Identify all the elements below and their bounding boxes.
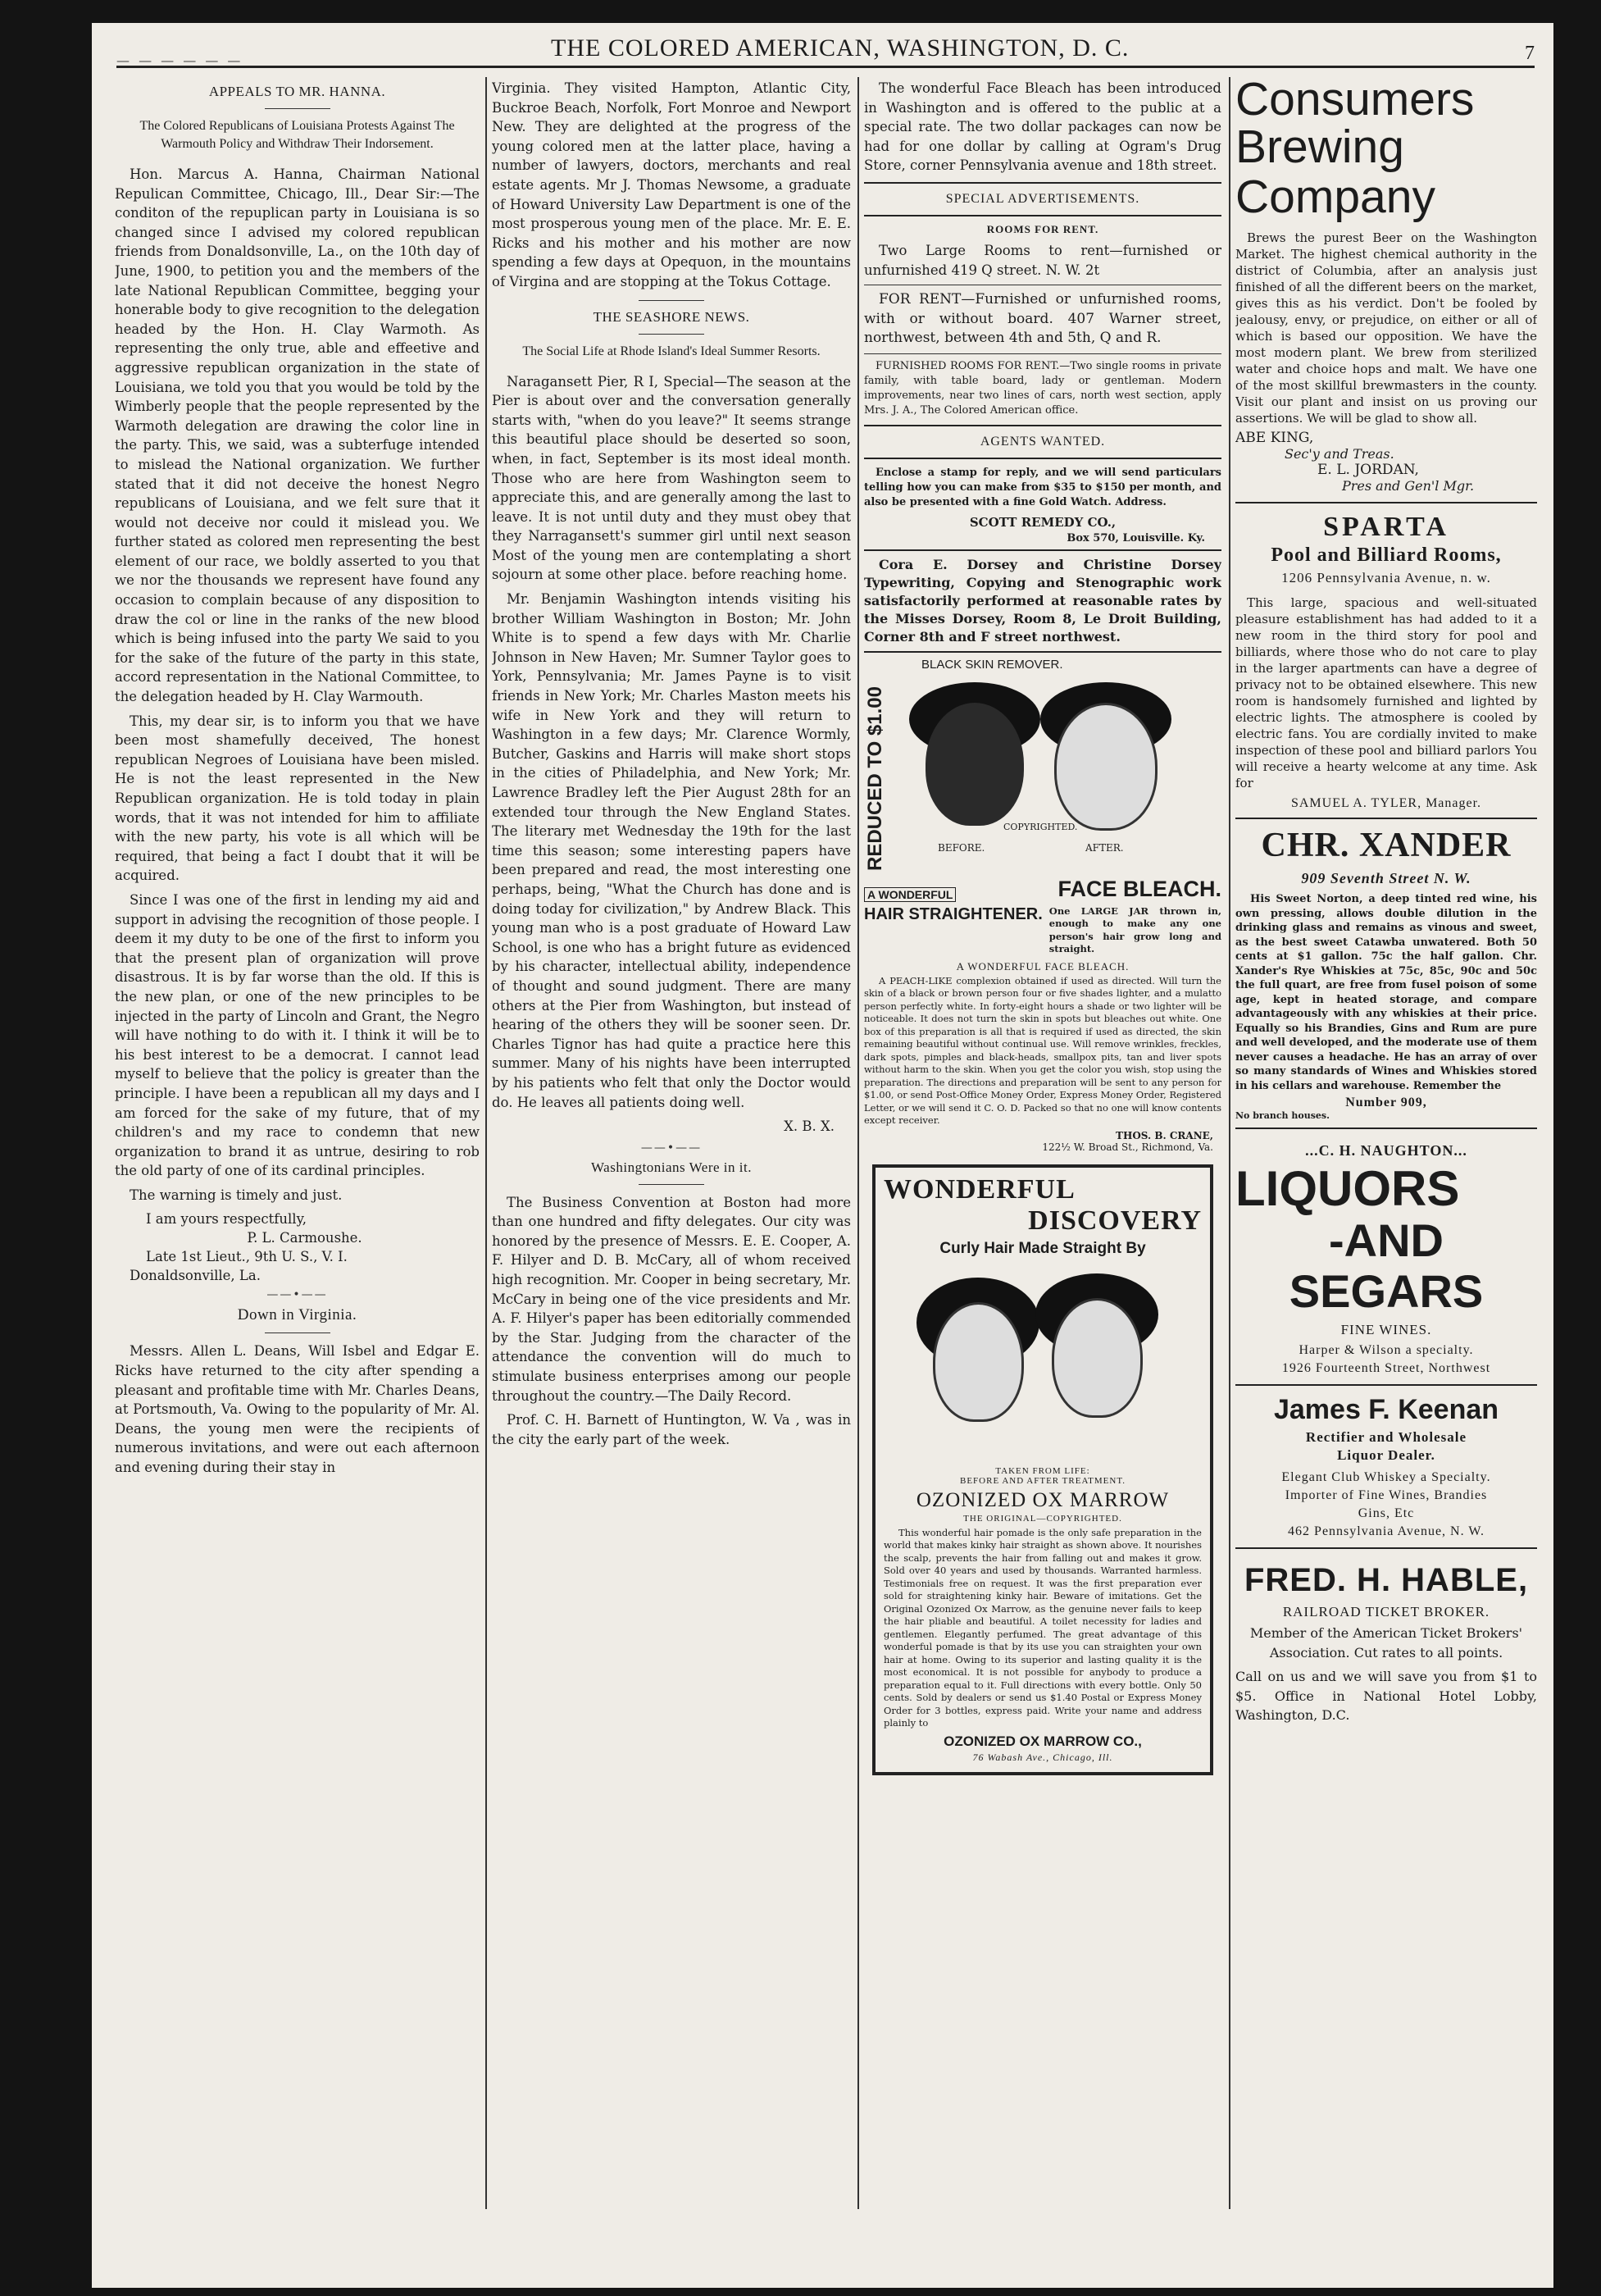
divider <box>1235 502 1537 503</box>
divider: ——•—— <box>640 1141 703 1155</box>
pool-manager: SAMUEL A. TYLER, Manager. <box>1290 796 1482 810</box>
divider <box>639 1184 704 1185</box>
article-paragraph: This, my dear sir, is to inform you that we have been most shamefully deceived, The honest republican Negroes of Louisiana have been misled. He is not the least represented in the New Republican organization. He is told today in plain words, that it was not intended for him to affiliate with the new party, his vote is all which will be required, that being a fact I doubt that it will be acquired. <box>115 713 480 884</box>
hable-subtitle: RAILROAD TICKET BROKER. <box>1282 1604 1490 1620</box>
article-paragraph: Hon. Marcus A. Hanna, Chairman National Repulican Committee, Chicago, Ill., Dear Sir:—The conditon of the repuplican party in Louisiana is so changed since I advised my colored republican friends from Donaldsonville, La., on the 10th day of June, 1900, to petition you and the members of the late National Republican Committee, begging your honerable body to give recognition to the delegation headed by the Hon. H. Clay Warmoth. As representing the only true, able and effeetive and aggressive republican organization in the state of Louisiana, we told you that you would be told by the Wimberly people that the people represented by the Warmoth delegation are drawing the color line in the party. This, we said, was a subterfuge intended to mislead the National organization. We further stated that it did not deceive the honest Negro republicans of Louisiana, and we felt sure that it would not deceive nor could it mislead you. We further stated as colored men representing the best element of our race, we boldly asserted to you that we nor the thousands we represent have found any occasion to complain because of any disposition to draw the col or line in the ranks of the new blood which is being infused into the party We said to you for the sake of the future of the party in this state, accord representation in the National Committee, to the delegation headed by H. Clay Warmouth. <box>115 166 480 705</box>
divider <box>265 1332 330 1333</box>
harper-specialty: Harper & Wilson a specialty. <box>1299 1343 1474 1357</box>
article-paragraph: Messrs. Allen L. Deans, Will Isbel and Edgar E. Ricks have returned to the city after spending a pleasant and profitable time with Mr. Charles Deans, at Portsmouth, Va. Owing to the popularity of Mr. Al. Deans, the young men were the recipients of numerous invitations, and were out each afternoon and evening during their stay in <box>115 1343 480 1476</box>
keenan-title: James F. Keenan <box>1273 1394 1499 1425</box>
liquors-title: LIQUORS <box>1235 1161 1460 1216</box>
crane-name: THOS. B. CRANE, <box>1116 1129 1213 1141</box>
face-bleach-title: FACE BLEACH. <box>1057 876 1221 901</box>
column-rule <box>485 77 487 2209</box>
xander-title: CHR. XANDER <box>1261 827 1512 864</box>
original-label: THE ORIGINAL—COPYRIGHTED. <box>963 1513 1122 1524</box>
agents-address: Box 570, Louisville. Ky. <box>1067 531 1205 544</box>
hable-title: FRED. H. HABLE, <box>1244 1562 1529 1598</box>
wonderful-label: A WONDERFUL <box>864 887 956 902</box>
bleach-subtitle: A WONDERFUL FACE BLEACH. <box>956 959 1130 973</box>
naughton-address: 1926 Fourteenth Street, Northwest <box>1281 1361 1491 1375</box>
column-4 <box>1235 79 1537 2260</box>
ox-marrow-ad <box>872 1164 1213 1775</box>
pool-ad-text: This large, spacious and well-situated pleasure establishment has had added to it a new room in the third story for pool and billiards, where those who do not care to play in the larger apartments can have a degree of privacy not to be obtained elsewhere. This new room is handsomely furnished and lighted by electric lights. The atmosphere is cooled by electric fans. You are cordially invited to make inspection of these pool and billiard parlors You will receive a hearty welcome at any time. Ask for <box>1235 595 1537 790</box>
brewing-officer-title: Sec'y and Treas. <box>1285 446 1394 462</box>
ox-marrow-company: OZONIZED OX MARROW CO., <box>944 1733 1142 1749</box>
pool-title: Pool and Billiard Rooms, <box>1271 544 1502 566</box>
rooms-ad: FOR RENT—Furnished or unfurnished rooms, with or without board. 407 Warner street, northwest, between 4th and 5th, Q and R. <box>864 291 1221 347</box>
crane-address: 122½ W. Broad St., Richmond, Va. <box>1042 1141 1213 1153</box>
special-ads-header <box>864 182 1221 216</box>
divider <box>864 651 1221 653</box>
taken-from-life-label: TAKEN FROM LIFE: <box>995 1465 1090 1476</box>
column-rule <box>857 77 859 2209</box>
rooms-ad: FURNISHED ROOMS FOR RENT.—Two single rooms in private family, with table board, lady or gentleman. Modern improvements, near two lines of cars, north west section, apply Mrs. J. A., The Colored American office. <box>864 359 1221 417</box>
divider: ——•—— <box>266 1288 328 1302</box>
reduced-price-label: REDUCED TO $1.00 <box>864 686 886 871</box>
agents-company: SCOTT REMEDY CO., <box>969 514 1117 530</box>
segars-title: -AND SEGARS <box>1289 1214 1484 1317</box>
agents-ad: Enclose a stamp for reply, and we will send particulars telling how you can make from $35 to $150 per month, and also be presented with a fine Gold Watch. Address. <box>864 466 1221 508</box>
article-paragraph: Since I was one of the first in lending my aid and support in advising the recognition of those people. I deem it my duty to be one of the first to inform you that the present plan of organization will prove disastrous. It is by far worse than the old. If this is the new plan, or one of the new principles to be injected in the party of Lincoln and Grant, the Negro will have nothing to do with it. I think it will be to his best interest to be a democrat. I cannot lead myself to believe that the policy is greater than the principle. I have been a republican all my days and I am forced for the sake of my future, that of my children's and my race to condemn that new organization to brand it as untrue, desiring to rob the old party of one of its cardinal principles. <box>115 891 480 1179</box>
portrait-before-image <box>933 1302 1024 1422</box>
keenan-address: 462 Pennsylvania Avenue, N. W. <box>1288 1524 1485 1538</box>
masthead <box>116 31 1535 68</box>
xander-address: 909 Seventh Street N. W. <box>1301 870 1471 886</box>
article-subhead: The Social Life at Rhode Island's Ideal Summer Resorts. <box>522 344 821 358</box>
brewing-ad-text: Brews the purest Beer on the Washington Market. The highest chemical authority in the district of Columbia, after an analysis just finished of all the different beers on the market, gives this as his verdict. Don't be fooled by jealousy, envy, or prejudice, on either or all of which is based our opposition. We have the most modern plant. We brew from sterilized water and choice hops and malt. We have one of the most skillful brewmasters in the county. Visit our plant and insist on us proving our assertions. We will be glad to show all. <box>1235 230 1537 426</box>
brewing-officer: E. L. JORDAN, <box>1317 462 1419 478</box>
brewing-officer: ABE KING, <box>1235 430 1314 446</box>
after-label: AFTER. <box>1085 841 1124 854</box>
hair-straightener-title: HAIR STRAIGHTENER. <box>864 904 1043 923</box>
keenan-line: Liquor Dealer. <box>1337 1447 1435 1463</box>
masthead-smudge: — — — — — — <box>116 52 243 68</box>
brewing-title-2: Brewing <box>1235 121 1404 173</box>
face-bleach-ad <box>864 658 1221 1153</box>
column-2 <box>492 79 851 2260</box>
portrait-after-image <box>1054 703 1158 831</box>
brewing-title-1: Consumers <box>1235 79 1475 125</box>
dorsey-ad: Cora E. Dorsey and Christine Dorsey Typewriting, Copying and Stenographic work satisfactorily performed at reasonable rates by the Misses Dorsey, Room 8, Le Droit Building, Corner 8th and F street northwest. <box>864 556 1221 645</box>
article-paragraph: Prof. C. H. Barnett of Huntington, W. Va , was in the city the early part of the week. <box>492 1412 851 1447</box>
keenan-line: Elegant Club Whiskey a Specialty. <box>1281 1470 1491 1484</box>
ox-marrow-address: 76 Wabash Ave., Chicago, Ill. <box>972 1751 1113 1763</box>
letter-closing: I am yours respectfully, <box>146 1211 307 1228</box>
divider <box>1235 1547 1537 1549</box>
jar-offer: One LARGE JAR thrown in, enough to make any one person's hair grow long and straight. <box>1048 904 1221 955</box>
keenan-line: Rectifier and Wholesale <box>1305 1429 1467 1445</box>
ox-portraits <box>884 1261 1202 1466</box>
copyrighted-label: COPYRIGHTED. <box>1003 821 1078 832</box>
article-paragraph: Mr. Benjamin Washington intends visiting his brother William Washington in Boston; Mr. John White is to spend a few days with Mr. Charlie Johnson in New Haven; Mr. Sumner Taylor goes to York, Pennsylvania; Mr. James Payne is to visit friends in New York; Mr. Charles Maston meets his wife in New York and they will return to Washington in a few days; Mr. Clarence Wormly, Butcher, Gaskins and Harris will make short stops in the cities of Philadelphia, and New York; Mr. Lawrence Bradley left the Pier August 28th for an extended tour through the New England States. The literary met Wednesday the 19th for the last time this season; some interesting papers have been prepared and read, the most interesting one perhaps, being, "What the Church has done and is doing today for civilization," by Andrew Black. This young man who is a post graduate of Howard Law School, is one who has a bright future as evidenced by his character, intellectual ability, independence of thought and sound judgment. There are many others at the Pier from Washington, but instead of hearing of the others they will be sooner seen. Dr. Charles Tignor has had quite a practice here this summer. Many of his nights have been interrupted by his patients who felt that only the Doctor would do. He leaves all patients doing well. <box>492 591 851 1110</box>
divider <box>639 334 704 335</box>
column-1 <box>115 79 480 2260</box>
before-after-label: BEFORE AND AFTER TREATMENT. <box>960 1475 1126 1486</box>
rooms-headline: ROOMS FOR RENT. <box>986 222 1099 235</box>
newspaper-title: THE COLORED AMERICAN, WASHINGTON, D. C. <box>551 34 1130 61</box>
divider <box>1235 818 1537 819</box>
xander-ad-text: His Sweet Norton, a deep tinted red wine, his own pressing, allows double dilution in the drinking glass and remains as vinous and sweet, as the best sweet Catawba unwatered. Both 50 cents at $1 gallon. 75c the half gallon. Chr. Xander's Rye Whiskies at 75c, 85c, 90c and 50c the full quart, are free from fusel poison of some age, kept in heated storage, and compare advantageously with any whiskies at their price. Equally so his Brandies, Gins and Rum are pure and well developed, and the moderate use of them never causes a headache. He has an array of over so many standards of Wines and Whiskies stored in his cellars and warehouse. Remember the <box>1235 893 1537 1092</box>
curly-hair-tagline: Curly Hair Made Straight By <box>939 1239 1146 1257</box>
hable-text: Member of the American Ticket Brokers' Association. Cut rates to all points. <box>1249 1625 1523 1660</box>
page-number: 7 <box>1525 43 1535 64</box>
article-paragraph: Virginia. They visited Hampton, Atlantic City, Buckroe Beach, Norfolk, Fort Monroe and Newport New. They are delighted at the progress of the young colored men at the latter place, having a number of lawyers, doctors, merchants and real estate agents. Mr J. Thomas Newsome, a graduate of Howard University Law Department is one of the most prosperous young men of the place. Mr. E. E. Ricks and his mother and his mother are now spending a few days at Opequon, in the mountains of Virgina and are stopping at the Tokus Cottage. <box>492 80 851 289</box>
divider <box>265 108 330 109</box>
naughton-name: ...C. H. NAUGHTON... <box>1305 1142 1467 1159</box>
face-bleach-notice: The wonderful Face Bleach has been introduced in Washington and is offered to the public at a special rate. The two dollar packages can now be had for one dollar by calling at Ogram's Drug Store, corner Pennsylvania avenue and 18th street. <box>864 80 1221 174</box>
fine-wines-label: FINE WINES. <box>1340 1322 1432 1337</box>
pool-address: 1206 Pennsylvania Avenue, n. w. <box>1281 570 1491 585</box>
column-3 <box>864 79 1221 2260</box>
black-skin-remover-label: BLACK SKIN REMOVER. <box>921 657 1063 672</box>
divider <box>1235 1384 1537 1386</box>
ox-marrow-description: This wonderful hair pomade is the only safe preparation in the world that makes kinky hair straight as shown above. It nourishes the scalp, prevents the hair from falling out and makes it grow. Sold over 40 years and used by thousands. Warranted harmless. Testimonials free on request. It was the first preparation ever sold for straightening kinky hair. Beware of imitations. Get the Original Ozonized Ox Marrow, as the genuine never fails to keep the hair pliable and beautiful. A toilet necessity for ladies and gentlemen. Elegantly perfumed. The great advantage of this wonderful pomade is that by its use you can straighten your own hair at home. Owing to its superior and lasting quality it is the most economical. It is not possible for anybody to produce a preparation equal to it. Full directions with every bottle. Only 50 cents. Sold by dealers or send us $1.40 Postal or Express Money Order for 3 bottles, express paid. Write your name and address plainly to <box>884 1526 1202 1729</box>
column-rule <box>1229 77 1230 2209</box>
sparta-title: SPARTA <box>1323 512 1449 542</box>
special-ads-title: SPECIAL ADVERTISEMENTS. <box>945 191 1140 206</box>
discovery-headline: DISCOVERY <box>1028 1205 1202 1236</box>
divider <box>864 353 1221 354</box>
article-subhead: The Colored Republicans of Louisiana Protests Against The Warmouth Policy and Withdraw Their Indorsement. <box>139 119 455 151</box>
ox-marrow-title: OZONIZED OX MARROW <box>916 1488 1170 1511</box>
xander-number: Number 909, <box>1345 1096 1427 1109</box>
before-label: BEFORE. <box>938 841 985 854</box>
article-headline: Washingtonians Were in it. <box>591 1159 752 1175</box>
portrait-before-image <box>926 703 1024 826</box>
divider <box>1235 1128 1537 1129</box>
divider <box>864 549 1221 551</box>
wonderful-headline: WONDERFUL <box>884 1173 1076 1205</box>
letter-signer: P. L. Carmoushe. <box>247 1230 362 1246</box>
xander-no-branch: No branch houses. <box>1235 1110 1330 1121</box>
bleach-description: A PEACH-LIKE complexion obtained if used as directed. Will turn the skin of a black or brown person four or five shades lighter, and a mulatto person perfectly white. In forty-eight hours a shade or two lighter will be noticeable. It does not turn the skin in spots but bleaches out white. One box of this preparation is all that is required if used as directed, the skin remaining beautiful without continual use. Will remove wrinkles, freckles, dark spots, pimples and black-heads, smallpox pits, tan and liver spots without harm to the skin. When you get the color you wish, stop using the preparation. The directions and preparation will be sent to any person for $1.00, or send Post-Office Money Order, Express Money Order, Registered Letter, or we will send it C. O. D. Packed so that no one will know contents except receiver. <box>864 974 1221 1127</box>
keenan-line: Gins, Etc <box>1358 1506 1415 1520</box>
article-paragraph: Naragansett Pier, R I, Special—The season at the Pier is about over and the conversation generally starts with, "when do you leave?" It seems strange this beautiful place should be deserted so soon, when, in fact, September is its most ideal month. Those who are here from Washington seem to appreciate this, and are generally among the last to leave. It is not until duty and they must obey that they Narragansett's summer girl until next season Most of the young men are contemplating a short sojourn at some other place. before reaching home. <box>492 373 851 583</box>
agents-title: AGENTS WANTED. <box>980 434 1106 449</box>
portrait-after-image <box>1052 1298 1143 1418</box>
brewing-officer-title: Pres and Gen'l Mgr. <box>1342 478 1475 494</box>
signer-title: Late 1st Lieut., 9th U. S., V. I. <box>146 1249 348 1265</box>
keenan-line: Importer of Fine Wines, Brandies <box>1285 1488 1488 1502</box>
article-paragraph: The Business Convention at Boston had more than one hundred and fifty delegates. Our city was honored by the presence of Messrs. E. E. Cooper, A. F. Hilyer and D. B. McCary, all of whom received high recognition. Mr. Cooper in being secretary, Mr. McCary in being one of the vice presidents and Mr. A. F. Hilyer's paper has been editorially commended by the Star. Judging from the character of the attendance the convention will do much to stimulate business enterprises among our people throughout the country.—The Daily Record. <box>492 1194 851 1404</box>
article-headline: APPEALS TO MR. HANNA. <box>208 84 386 99</box>
newspaper-page <box>92 23 1553 2288</box>
article-headline: Down in Virginia. <box>237 1306 357 1324</box>
divider <box>639 300 704 301</box>
signer-place: Donaldsonville, La. <box>130 1268 261 1284</box>
hable-text: Call on us and we will save you from $1 to $5. Office in National Hotel Lobby, Washington, D.C. <box>1235 1669 1537 1724</box>
brewing-title-3: Company <box>1235 171 1435 223</box>
article-paragraph: The warning is timely and just. <box>130 1187 343 1203</box>
author-initials: X. B. X. <box>784 1118 835 1135</box>
rooms-ad: Two Large Rooms to rent—furnished or unfurnished 419 Q street. N. W. 2t <box>864 242 1221 278</box>
article-headline: THE SEASHORE NEWS. <box>593 308 750 325</box>
agents-header <box>864 425 1221 459</box>
